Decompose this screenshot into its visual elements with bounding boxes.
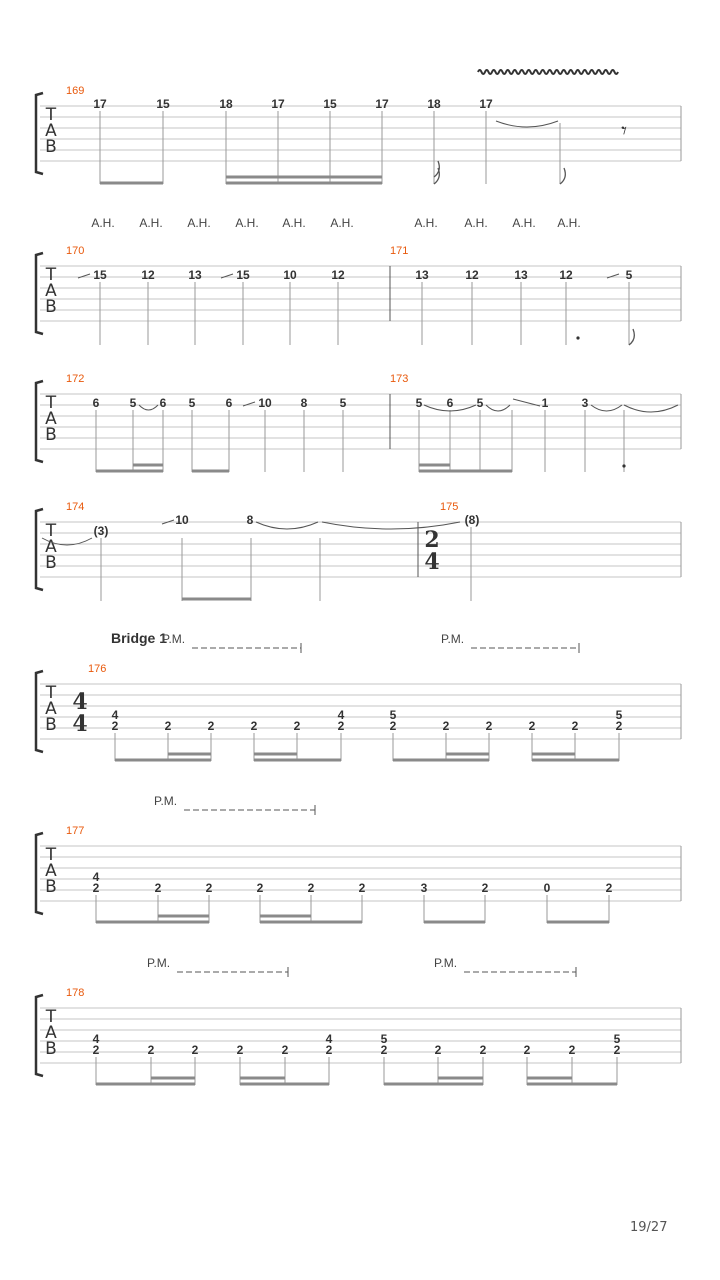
measure-number: 173 — [390, 373, 409, 385]
fret-number: 6 — [446, 396, 454, 410]
fret-number: 10 — [258, 396, 272, 410]
fret-number: 4 — [337, 708, 345, 722]
staff-system-170 — [36, 253, 681, 334]
fret-number: 13 — [514, 268, 528, 282]
fret-number: 2 — [92, 881, 100, 895]
fret-number: 4 — [92, 870, 100, 884]
fret-number: 2 — [256, 881, 264, 895]
fret-number: 8 — [246, 513, 254, 527]
fret-number: 10 — [283, 268, 297, 282]
tab-clef-letter: A — [45, 861, 57, 881]
staff-system-178 — [36, 995, 681, 1076]
fret-number: 5 — [476, 396, 484, 410]
measure-number: 176 — [88, 663, 107, 675]
fret-number: 15 — [156, 97, 170, 111]
tab-clef-letter: B — [45, 553, 57, 573]
eighth-rest: 𝄾 — [621, 119, 627, 144]
tab-clef-letter: A — [45, 1023, 57, 1043]
fret-number: 5 — [129, 396, 137, 410]
measure-number: 175 — [440, 501, 459, 513]
time-signature-bottom: 4 — [72, 711, 88, 737]
measure-number: 177 — [66, 825, 85, 837]
fret-number: 15 — [236, 268, 250, 282]
fret-number: 3 — [581, 396, 589, 410]
fret-number: 2 — [293, 719, 301, 733]
system-bracket — [36, 995, 43, 1076]
measure-number: 178 — [66, 987, 85, 999]
fret-number: 5 — [615, 708, 623, 722]
fret-number: 2 — [613, 1043, 621, 1057]
fret-number: 17 — [271, 97, 285, 111]
fret-number: 5 — [188, 396, 196, 410]
fret-number: 2 — [605, 881, 613, 895]
palm-mute-label: P.M. — [147, 956, 171, 970]
fret-number: 15 — [93, 268, 107, 282]
fret-number: 12 — [465, 268, 479, 282]
fret-number: 2 — [358, 881, 366, 895]
fret-number: 2 — [164, 719, 172, 733]
fret-number: 5 — [625, 268, 633, 282]
fret-number: (8) — [464, 513, 480, 527]
artificial-harmonic-label: A.H. — [512, 216, 536, 230]
staff-system-174 — [36, 509, 681, 590]
palm-mute-label: P.M. — [441, 632, 465, 646]
tab-clef-letter: T — [45, 845, 57, 865]
artificial-harmonic-label: A.H. — [557, 216, 581, 230]
fret-number: 4 — [111, 708, 119, 722]
measure-number: 170 — [66, 245, 85, 257]
tab-clef-letter: B — [45, 425, 57, 445]
artificial-harmonic-label: A.H. — [330, 216, 354, 230]
vibrato — [478, 70, 618, 74]
fret-number: 4 — [325, 1032, 333, 1046]
tab-clef-letter: B — [45, 137, 57, 157]
staff-system-169 — [36, 93, 681, 174]
fret-number: 2 — [523, 1043, 531, 1057]
dot — [622, 464, 625, 467]
fret-number: 2 — [111, 719, 119, 733]
fret-number: 12 — [141, 268, 155, 282]
fret-number: 2 — [485, 719, 493, 733]
fret-number: 5 — [389, 708, 397, 722]
fret-number: 2 — [307, 881, 315, 895]
fret-number: 18 — [219, 97, 233, 111]
tab-clef-letter: T — [45, 393, 57, 413]
fret-number: 10 — [175, 513, 189, 527]
fret-number: 2 — [154, 881, 162, 895]
dot — [576, 336, 579, 339]
tie — [591, 405, 622, 411]
fret-number: 5 — [613, 1032, 621, 1046]
artificial-harmonic-label: A.H. — [187, 216, 211, 230]
tie — [486, 405, 510, 411]
artificial-harmonic-label: A.H. — [139, 216, 163, 230]
fret-number: 2 — [481, 881, 489, 895]
fret-number: 2 — [434, 1043, 442, 1057]
fret-number: 12 — [559, 268, 573, 282]
artificial-harmonic-label: A.H. — [464, 216, 488, 230]
palm-mute-label: P.M. — [162, 632, 186, 646]
fret-number: 4 — [92, 1032, 100, 1046]
tab-clef-letter: B — [45, 877, 57, 897]
fret-number: 17 — [479, 97, 493, 111]
time-signature-top: 2 — [424, 527, 440, 553]
fret-number: 5 — [339, 396, 347, 410]
tab-clef-letter: T — [45, 265, 57, 285]
tab-clef-letter: T — [45, 521, 57, 541]
fret-number: 12 — [331, 268, 345, 282]
system-bracket — [36, 833, 43, 914]
tab-clef-letter: A — [45, 699, 57, 719]
fret-number: 3 — [420, 881, 428, 895]
tab-clef-letter: B — [45, 297, 57, 317]
staff-system-177 — [36, 833, 681, 914]
note-flag — [434, 161, 439, 177]
section-label: Bridge 1 — [111, 630, 168, 646]
fret-number: 2 — [615, 719, 623, 733]
fret-number: 6 — [159, 396, 167, 410]
fret-number: 2 — [442, 719, 450, 733]
fret-number: 6 — [92, 396, 100, 410]
fret-number: (3) — [93, 524, 109, 538]
artificial-harmonic-label: A.H. — [414, 216, 438, 230]
tie — [496, 121, 558, 127]
note-flag — [560, 168, 565, 184]
fret-number: 2 — [479, 1043, 487, 1057]
fret-number: 17 — [93, 97, 107, 111]
tab-clef-letter: B — [45, 715, 57, 735]
fret-number: 15 — [323, 97, 337, 111]
system-bracket — [36, 93, 43, 174]
tab-clef-letter: A — [45, 121, 57, 141]
system-bracket — [36, 509, 43, 590]
fret-number: 2 — [191, 1043, 199, 1057]
fret-number: 5 — [415, 396, 423, 410]
tab-clef-letter: A — [45, 537, 57, 557]
fret-number: 2 — [337, 719, 345, 733]
fret-number: 18 — [427, 97, 441, 111]
palm-mute-label: P.M. — [154, 794, 178, 808]
fret-number: 13 — [188, 268, 202, 282]
fret-number: 8 — [300, 396, 308, 410]
artificial-harmonic-label: A.H. — [235, 216, 259, 230]
measure-number: 174 — [66, 501, 85, 513]
tab-clef-letter: T — [45, 683, 57, 703]
fret-number: 2 — [147, 1043, 155, 1057]
tie — [256, 522, 318, 529]
fret-number: 2 — [528, 719, 536, 733]
fret-number: 2 — [250, 719, 258, 733]
measure-number: 171 — [390, 245, 409, 257]
tab-clef-letter: B — [45, 1039, 57, 1059]
measure-number: 169 — [66, 85, 85, 97]
fret-number: 2 — [281, 1043, 289, 1057]
page-number: 19/27 — [630, 1220, 668, 1235]
system-bracket — [36, 253, 43, 334]
tie — [139, 405, 158, 410]
system-bracket — [36, 381, 43, 462]
time-signature-bottom: 4 — [424, 549, 440, 575]
fret-number: 17 — [375, 97, 389, 111]
time-signature-top: 4 — [72, 689, 88, 715]
fret-number: 2 — [236, 1043, 244, 1057]
fret-number: 2 — [92, 1043, 100, 1057]
fret-number: 2 — [380, 1043, 388, 1057]
system-bracket — [36, 671, 43, 752]
tab-clef-letter: A — [45, 409, 57, 429]
measure-number: 172 — [66, 373, 85, 385]
fret-number: 5 — [380, 1032, 388, 1046]
fret-number: 1 — [541, 396, 549, 410]
fret-number: 2 — [571, 719, 579, 733]
palm-mute-label: P.M. — [434, 956, 458, 970]
fret-number: 2 — [389, 719, 397, 733]
staff-system-176 — [36, 671, 681, 752]
fret-number: 2 — [207, 719, 215, 733]
fret-number: 6 — [225, 396, 233, 410]
note-flag — [629, 329, 634, 345]
artificial-harmonic-label: A.H. — [282, 216, 306, 230]
tab-clef-letter: A — [45, 281, 57, 301]
fret-number: 2 — [205, 881, 213, 895]
tab-clef-letter: T — [45, 105, 57, 125]
fret-number: 2 — [568, 1043, 576, 1057]
tab-clef-letter: T — [45, 1007, 57, 1027]
artificial-harmonic-label: A.H. — [91, 216, 115, 230]
fret-number: 2 — [325, 1043, 333, 1057]
tie — [624, 405, 678, 412]
fret-number: 13 — [415, 268, 429, 282]
fret-number: 0 — [543, 881, 551, 895]
